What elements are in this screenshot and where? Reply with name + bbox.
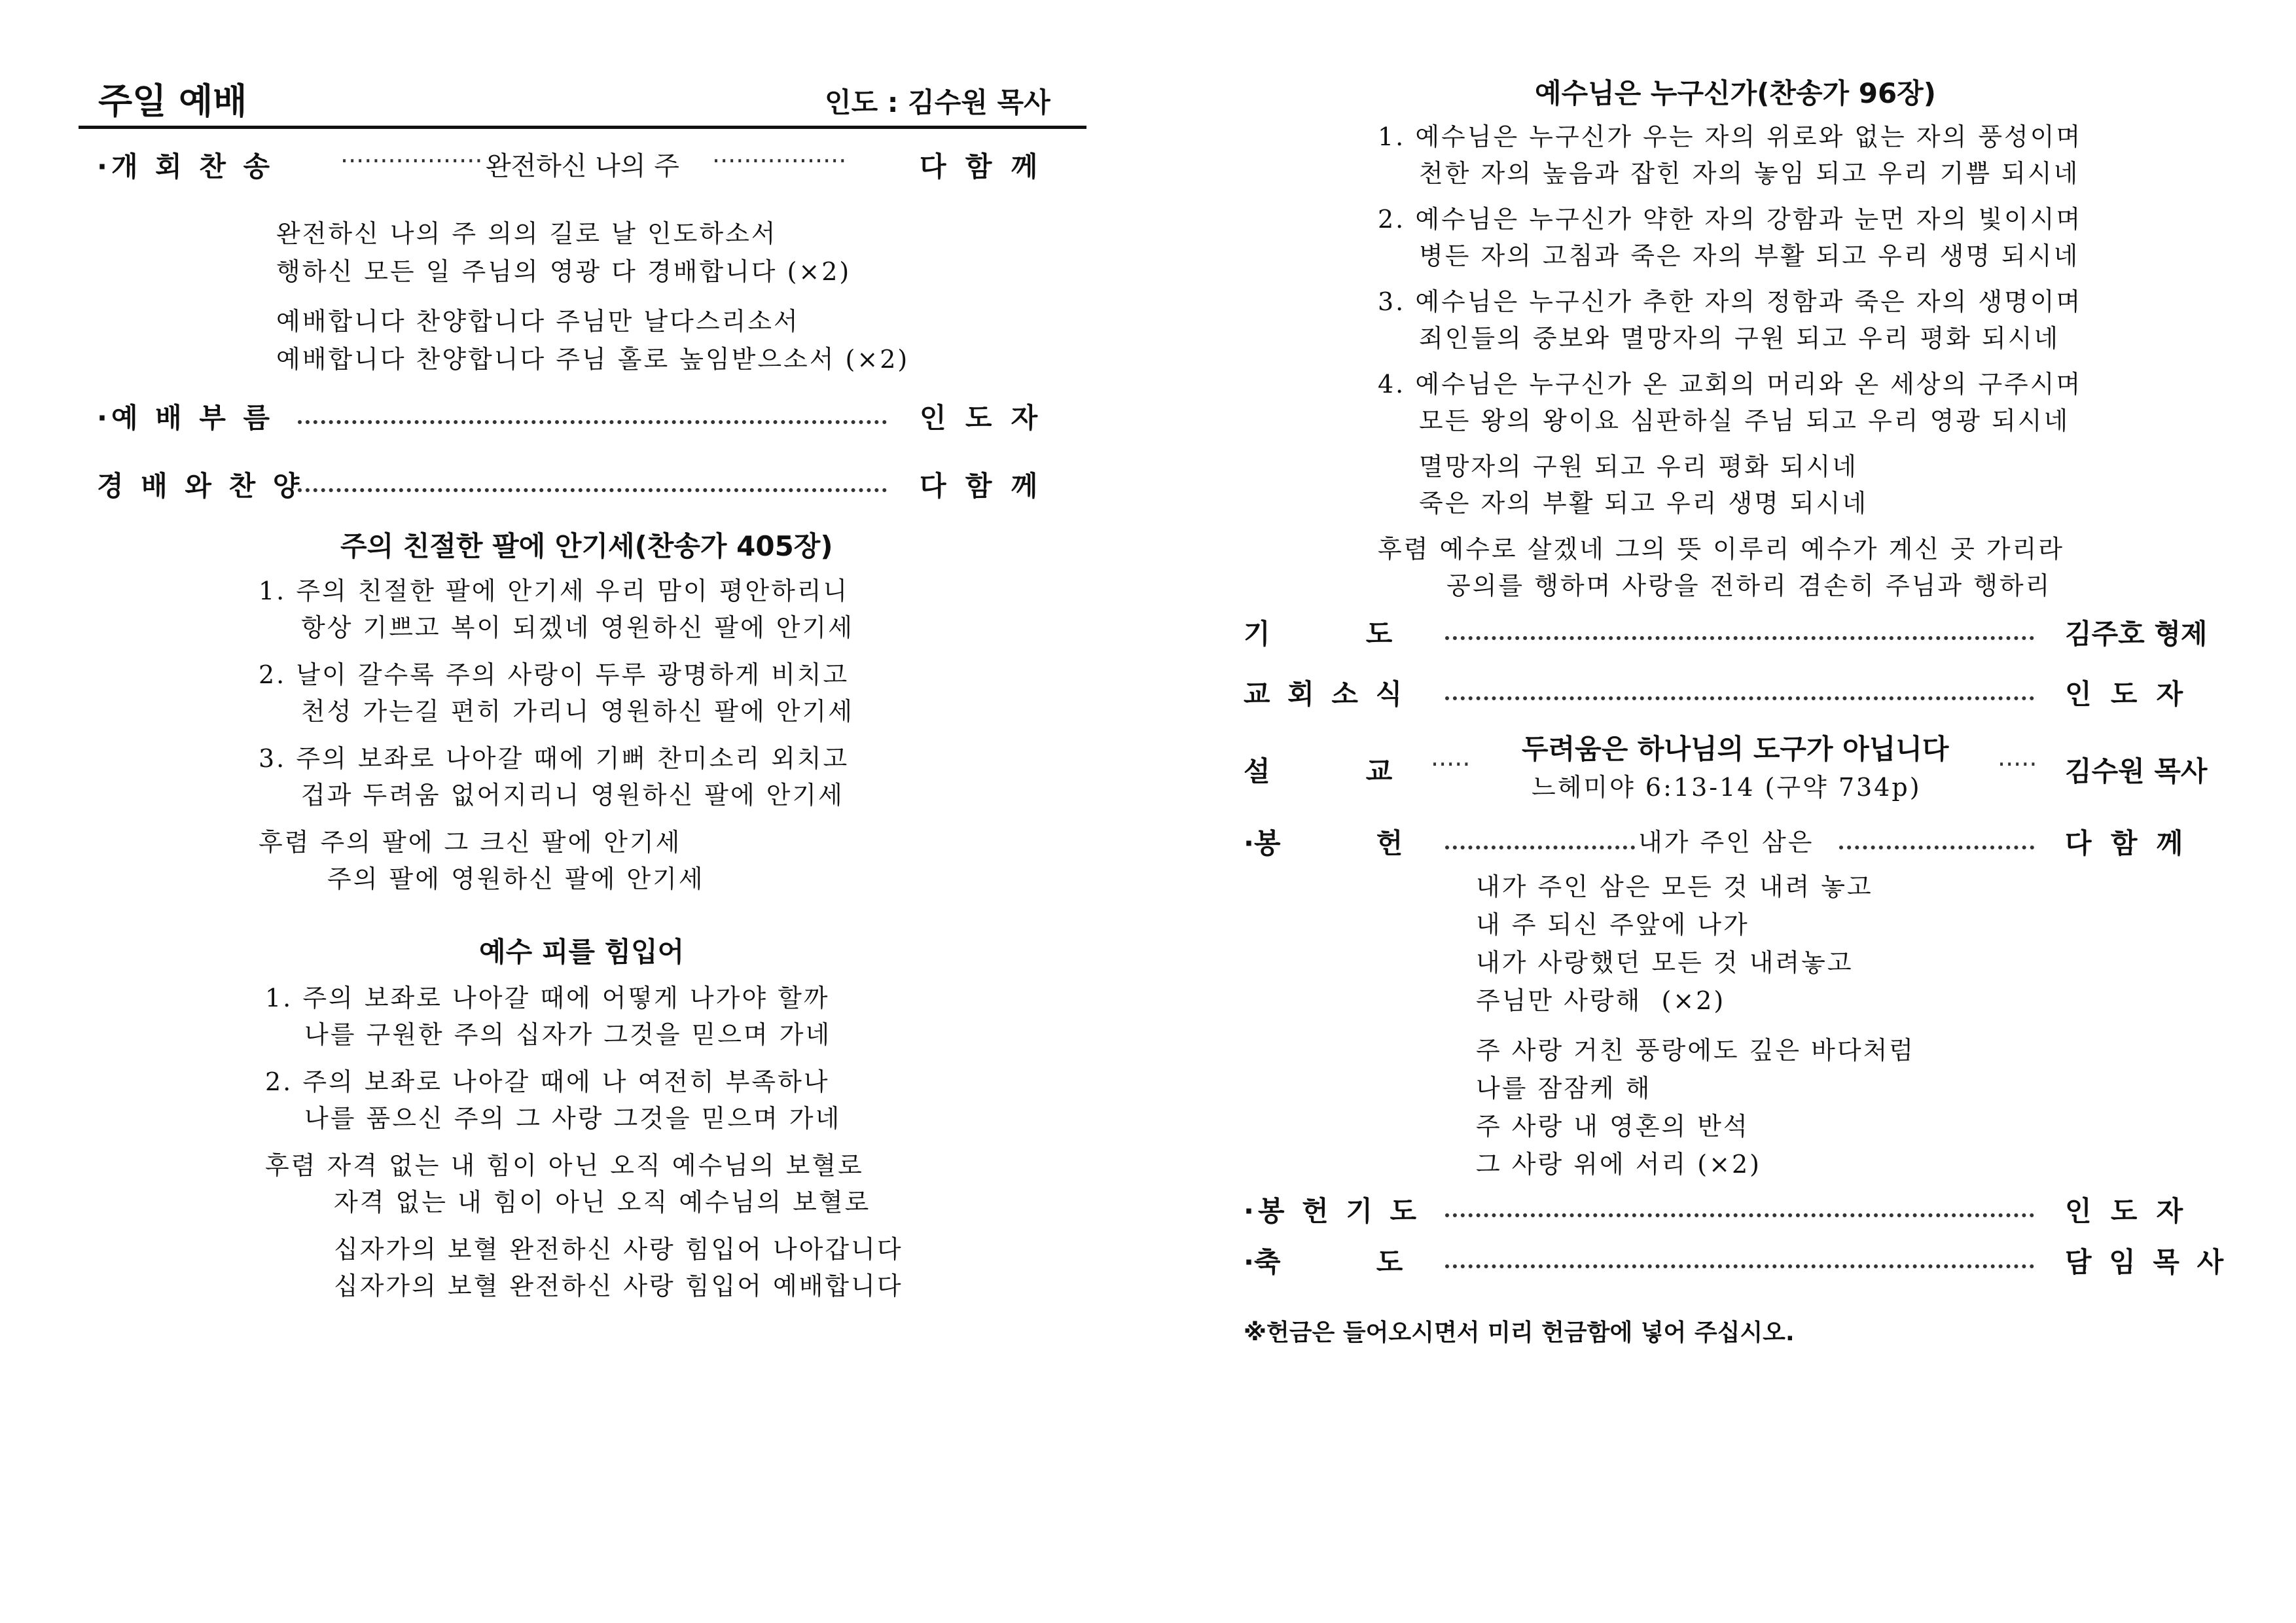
leader-dots [1445, 846, 1635, 849]
offering-lyric-line: 주 사랑 내 영혼의 반석 [1476, 1112, 1749, 1141]
hymn-405-line: 후렴 주의 팔에 그 크신 팔에 안기세 [259, 828, 682, 857]
benediction-who: 담 임 목 사 [2065, 1246, 2228, 1278]
song-blood-line: 나를 품으신 주의 그 사랑 그것을 믿으며 가네 [304, 1104, 842, 1133]
hymn-96-line: 공의를 행하며 사랑을 전하리 겸손히 주님과 행하리 [1446, 571, 2052, 600]
order-label-call-to-worship: ·예 배 부 름 [97, 402, 274, 434]
page-title: 주일 예배 [98, 80, 247, 122]
leader-dots [298, 420, 887, 424]
leader-dots [1445, 696, 2034, 700]
sermon-scripture: 느헤미야 6:13-14 (구약 734p) [1532, 773, 1922, 802]
sermon-who: 김수원 목사 [2065, 755, 2208, 787]
offering-lyric-line: 주 사랑 거친 풍랑에도 깊은 바다처럼 [1476, 1036, 1916, 1065]
sermon-title: 두려움은 하나님의 도구가 아닙니다 [1522, 733, 1949, 765]
hymn-96-title: 예수님은 누구신가(찬송가 96장) [1535, 77, 1936, 109]
order-label-offering-prayer: ·봉 헌 기 도 [1244, 1195, 1421, 1227]
song-blood-line: 자격 없는 내 힘이 아닌 오직 예수님의 보혈로 [334, 1188, 871, 1217]
order-label-praise: 경 배 와 찬 양 [97, 470, 304, 502]
opening-who: 다 함 께 [920, 151, 1038, 183]
offering-lyric-line: 그 사랑 위에 서리 (×2) [1476, 1150, 1761, 1179]
song-blood-line: 십자가의 보혈 완전하신 사랑 힘입어 나아갑니다 [334, 1235, 903, 1264]
order-label-offering: ·봉 헌 [1244, 827, 1403, 859]
hymn-405-line: 항상 기쁘고 복이 되겠네 영원하신 팔에 안기세 [301, 613, 854, 642]
song-blood-line: 1. 주의 보좌로 나아갈 때에 어떻게 나가야 할까 [265, 984, 830, 1012]
opening-song-title: 완전하신 나의 주 [486, 151, 679, 181]
song-blood-line: 나를 구원한 주의 십자가 그것을 믿으며 가네 [304, 1020, 832, 1049]
leader-dots [1445, 636, 2034, 640]
sermon-dots-left: ····· [1431, 750, 1471, 779]
opening-lyric-line: 행하신 모든 일 주님의 영광 다 경배합니다 (×2) [276, 257, 852, 286]
hymn-405-title: 주의 친절한 팔에 안기세(찬송가 405장) [340, 530, 833, 562]
hymn-96-line: 죄인들의 중보와 멸망자의 구원 되고 우리 평화 되시네 [1419, 324, 2060, 353]
leader-dots [298, 488, 887, 492]
offering-lyric-line: 내가 주인 삼은 모든 것 내려 놓고 [1476, 872, 1873, 901]
hymn-405-line: 천성 가는길 편히 가리니 영원하신 팔에 안기세 [301, 697, 854, 726]
hymn-96-line: 3. 예수님은 누구신가 추한 자의 정함과 죽은 자의 생명이며 [1378, 287, 2083, 316]
leader-dots [1839, 846, 2034, 849]
order-label-opening-hymn: ·개 회 찬 송 [97, 151, 274, 183]
hymn-96-line: 후렴 예수로 살겠네 그의 뜻 이루리 예수가 계신 곳 가리라 [1378, 535, 2064, 563]
opening-dots-right: ················· [712, 147, 847, 175]
hymn-96-line: 2. 예수님은 누구신가 약한 자의 강함과 눈먼 자의 빛이시며 [1378, 205, 2083, 234]
praise-who: 다 함 께 [920, 470, 1038, 502]
hymn-405-line: 주의 팔에 영원하신 팔에 안기세 [327, 865, 705, 893]
offering-lyric-line: 내가 사랑했던 모든 것 내려놓고 [1476, 948, 1854, 977]
hymn-96-line: 4. 예수님은 누구신가 온 교회의 머리와 온 세상의 구주시며 [1378, 370, 2083, 399]
order-label-prayer: 기 도 [1244, 618, 1393, 650]
header-rule [79, 126, 1086, 129]
order-label-benediction: ·축 도 [1244, 1246, 1403, 1278]
offering-lyric-line: 나를 잠잠케 해 [1476, 1074, 1652, 1103]
offering-song-title: 내가 주인 삼은 [1638, 828, 1814, 857]
offering-lyric-line: 내 주 되신 주앞에 나가 [1476, 910, 1749, 939]
hymn-405-line: 1. 주의 친절한 팔에 안기세 우리 맘이 평안하리니 [259, 577, 850, 605]
offering-lyric-line: 주님만 사랑해 (×2) [1476, 986, 1726, 1015]
offering-prayer-who: 인 도 자 [2065, 1195, 2183, 1227]
hymn-96-line: 병든 자의 고침과 죽은 자의 부활 되고 우리 생명 되시네 [1419, 241, 2080, 270]
opening-lyric-line: 예배합니다 찬양합니다 주님만 날다스리소서 [276, 307, 800, 336]
hymn-96-line: 죽은 자의 부활 되고 우리 생명 되시네 [1419, 489, 1869, 518]
leader-dots [1445, 1213, 2034, 1217]
offering-notice: ※헌금은 들어오시면서 미리 헌금함에 넣어 주십시오. [1244, 1319, 1795, 1346]
hymn-96-line: 천한 자의 높음과 잡힌 자의 놓임 되고 우리 기쁨 되시네 [1419, 159, 2080, 188]
opening-dots-left: ·················· [340, 147, 483, 175]
song-blood-line: 후렴 자격 없는 내 힘이 아닌 오직 예수님의 보혈로 [265, 1151, 864, 1180]
sermon-dots-right: ····· [1998, 750, 2037, 779]
opening-lyric-line: 완전하신 나의 주 의의 길로 날 인도하소서 [276, 219, 778, 248]
song-blood-title: 예수 피를 힘입어 [479, 936, 685, 968]
call-who: 인 도 자 [920, 402, 1038, 434]
hymn-96-line: 모든 왕의 왕이요 심판하실 주님 되고 우리 영광 되시네 [1419, 406, 2070, 435]
prayer-who: 김주호 형제 [2065, 618, 2208, 650]
hymn-96-line: 멸망자의 구원 되고 우리 평화 되시네 [1419, 452, 1859, 481]
hymn-405-line: 겁과 두려움 없어지리니 영원하신 팔에 안기세 [301, 781, 844, 810]
leader-line: 인도 : 김수원 목사 [825, 86, 1050, 118]
hymn-405-line: 2. 날이 갈수록 주의 사랑이 두루 광명하게 비치고 [259, 660, 850, 689]
hymn-96-line: 1. 예수님은 누구신가 우는 자의 위로와 없는 자의 풍성이며 [1378, 122, 2083, 151]
offering-who: 다 함 께 [2065, 827, 2183, 859]
song-blood-line: 2. 주의 보좌로 나아갈 때에 나 여전히 부족하나 [265, 1067, 830, 1096]
leader-dots [1445, 1264, 2034, 1268]
order-label-sermon: 설 교 [1244, 755, 1393, 787]
order-label-news: 교 회 소 식 [1244, 678, 1407, 710]
opening-lyric-line: 예배합니다 찬양합니다 주님 홀로 높임받으소서 (×2) [276, 345, 910, 374]
song-blood-line: 십자가의 보혈 완전하신 사랑 힘입어 예배합니다 [334, 1272, 903, 1300]
hymn-405-line: 3. 주의 보좌로 나아갈 때에 기뻐 찬미소리 외치고 [259, 744, 850, 773]
news-who: 인 도 자 [2065, 678, 2183, 710]
